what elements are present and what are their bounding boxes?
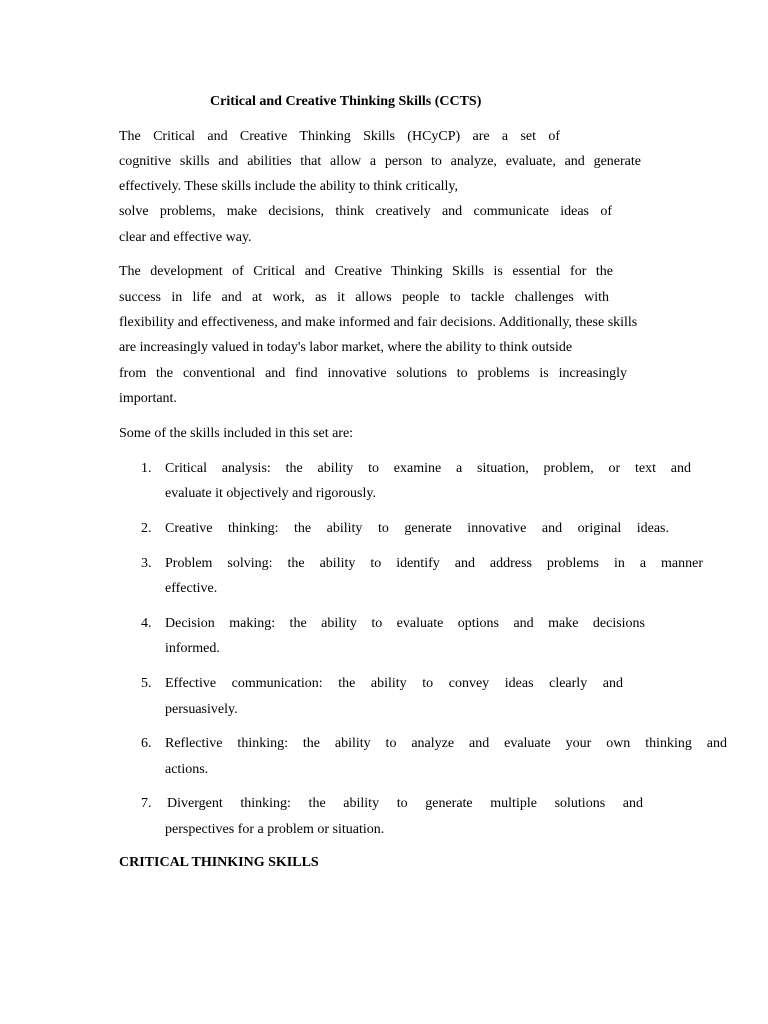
list-item-number: 7. — [141, 796, 152, 811]
list-item-7-line-2: perspectives for a problem or situation. — [165, 822, 385, 837]
paragraph-1-line-2: cognitive skills and abilities that allow a person to analyze, evaluate, and generate — [119, 154, 641, 169]
list-item-number: 4. — [141, 616, 152, 631]
list-item-5-line-2: persuasively. — [165, 702, 238, 717]
list-item-6-line-1: Reflective thinking: the ability to analyze and evaluate your own thinking and — [165, 736, 727, 751]
document-title: Critical and Creative Thinking Skills (CCTS) — [210, 94, 482, 109]
paragraph-1-line-4: solve problems, make decisions, think creatively and communicate ideas of — [119, 204, 612, 219]
list-item-3-line-1: Problem solving: the ability to identify and address problems in a manner — [165, 556, 703, 571]
paragraph-1-line-5: clear and effective way. — [119, 230, 252, 245]
list-item-5-line-1: Effective communication: the ability to convey ideas clearly and — [165, 676, 623, 691]
list-intro: Some of the skills included in this set are: — [119, 426, 354, 441]
list-item-number: 6. — [141, 736, 152, 751]
list-item-1-line-1: Critical analysis: the ability to examine a situation, problem, or text and — [165, 461, 691, 476]
paragraph-1-line-1: The Critical and Creative Thinking Skills (HCyCP) are a set of — [119, 129, 560, 144]
paragraph-2-line-6: important. — [119, 391, 177, 406]
section-heading: CRITICAL THINKING SKILLS — [119, 855, 319, 870]
list-item-4-line-2: informed. — [165, 641, 220, 656]
list-item-number: 1. — [141, 461, 152, 476]
list-item-4-line-1: Decision making: the ability to evaluate options and make decisions — [165, 616, 645, 631]
list-item-3-line-2: effective. — [165, 581, 218, 596]
paragraph-2-line-5: from the conventional and find innovative solutions to problems is increasingly — [119, 366, 627, 381]
list-item-2-line-1: Creative thinking: the ability to generate innovative and original ideas. — [165, 521, 669, 536]
list-item-number: 5. — [141, 676, 152, 691]
list-item-7-line-1: Divergent thinking: the ability to generate multiple solutions and — [167, 796, 643, 811]
list-item-number: 3. — [141, 556, 152, 571]
paragraph-2-line-2: success in life and at work, as it allows people to tackle challenges with — [119, 290, 609, 305]
list-item-number: 2. — [141, 521, 152, 536]
paragraph-1-line-3: effectively. These skills include the ability to think critically, — [119, 179, 459, 194]
list-item-6-line-2: actions. — [165, 762, 209, 777]
list-item-1-line-2: evaluate it objectively and rigorously. — [165, 486, 376, 501]
paragraph-2-line-1: The development of Critical and Creative Thinking Skills is essential for the — [119, 264, 613, 279]
paragraph-2-line-4: are increasingly valued in today's labor market, where the ability to think outside — [119, 340, 573, 355]
paragraph-2-line-3: flexibility and effectiveness, and make informed and fair decisions. Additionally, these skills — [119, 315, 638, 330]
